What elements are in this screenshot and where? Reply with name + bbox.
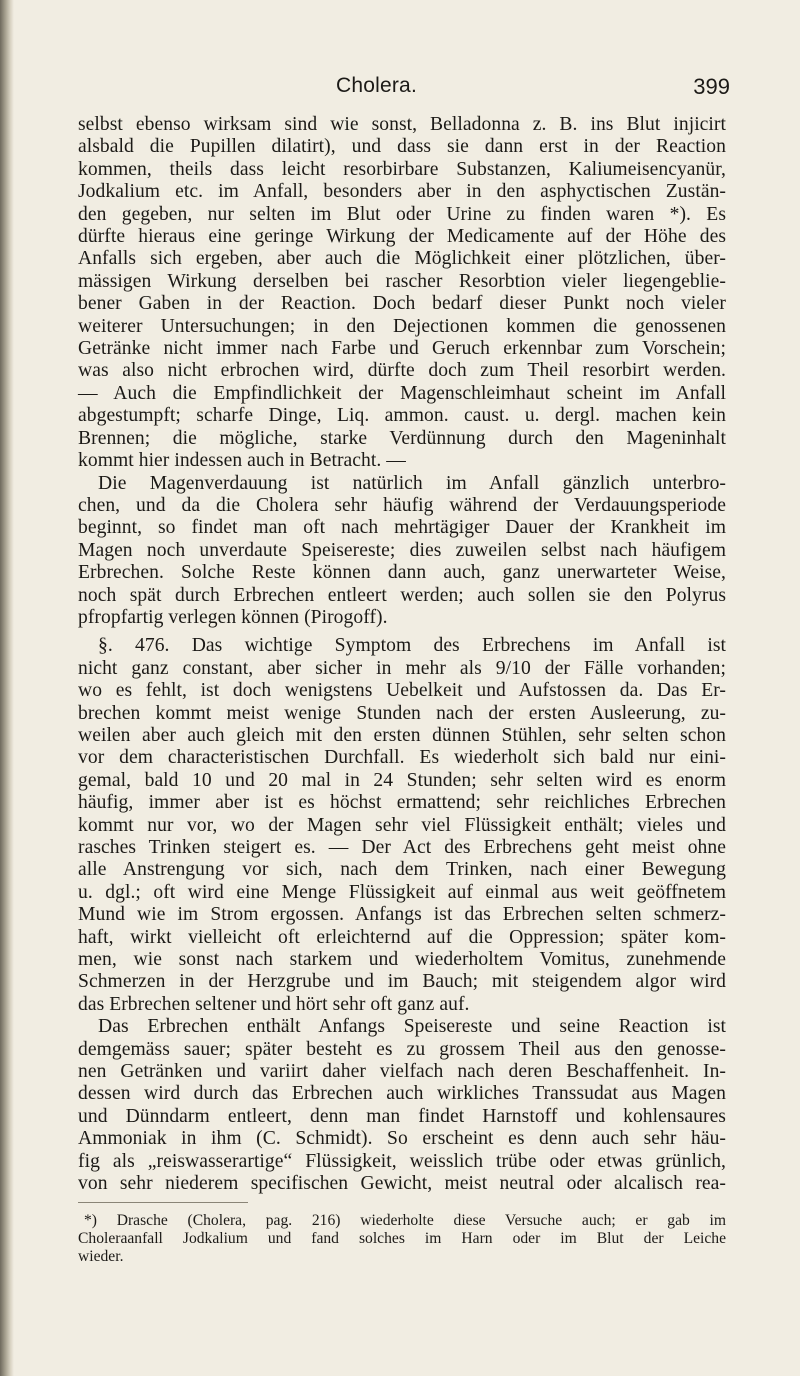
text-line: weilen aber auch gleich mit den ersten dünnen Stühlen, sehr selten schon [78, 724, 726, 746]
text-line: Jodkalium etc. im Anfall, besonders aber in den asphyctischen Zustän- [78, 181, 726, 203]
text-line: das Erbrechen seltener und hört sehr oft ganz auf. [78, 993, 470, 1015]
page-binding-shadow [0, 0, 14, 1376]
text-line: Mund wie im Strom ergossen. Anfangs ist das Erbrechen selten schmerz- [78, 904, 726, 926]
text-line: bener Gaben in der Reaction. Doch bedarf dieser Punkt noch vieler [78, 293, 726, 315]
text-line: und Dünndarm entleert, denn man findet Harnstoff und kohlensaures [78, 1105, 726, 1127]
text-line: — Auch die Empfindlichkeit der Magenschleimhaut scheint im Anfall [78, 382, 726, 404]
text-line: demgemäss sauer; später besteht es zu grossem Theil aus den genosse- [78, 1038, 726, 1060]
page-number: 399 [693, 74, 730, 99]
text-line: was also nicht erbrochen wird, dürfte doch zum Theil resorbirt werden. [78, 360, 726, 382]
text-line: kommen, theils dass leicht resorbirbare Substanzen, Kaliumeisencyanür, [78, 158, 726, 180]
text-line: haft, wirkt vielleicht oft erleichternd auf die Oppression; später kom- [78, 926, 726, 948]
text-line: noch spät durch Erbrechen entleert werden; auch sollen sie den Polyrus [78, 584, 726, 606]
text-line: alle Anstrengung vor sich, nach dem Trinken, nach einer Bewegung [78, 859, 726, 881]
text-line: rasches Trinken steigert es. — Der Act des Erbrechens geht meist ohne [78, 837, 726, 858]
text-line: Ammoniak in ihm (C. Schmidt). So erscheint es denn auch sehr häu- [78, 1128, 726, 1150]
footnote-line: Choleraanfall Jodkalium und fand solches im Harn oder im Blut der Leiche [78, 1230, 726, 1247]
text-line: nicht ganz constant, aber sicher in mehr als 9/10 der Fälle vorhanden; [78, 657, 726, 679]
footnote-line: *) Drasche (Cholera, pag. 216) wiederholte diese Versuche auch; er gab im [84, 1212, 726, 1229]
text-line: Erbrechen. Solche Reste können dann auch, ganz unerwarteter Weise, [78, 562, 726, 584]
text-line: weiterer Untersuchungen; in den Dejectionen kommen die genossenen [78, 315, 726, 337]
text-line: Brennen; die mögliche, starke Verdünnung durch den Mageninhalt [78, 427, 726, 449]
text-line: u. dgl.; oft wird eine Menge Flüssigkeit auf einmal aus weit geöffnetem [78, 881, 726, 903]
text-line: pfropfartig verlegen können (Pirogoff). [78, 606, 388, 628]
text-line: Magen noch unverdaute Speisereste; dies zuweilen selbst nach häufigem [78, 539, 726, 561]
text-line: fig als „reiswasserartige“ Flüssigkeit, weisslich trübe oder etwas grünlich, [78, 1150, 726, 1172]
text-line: selbst ebenso wirksam sind wie sonst, Belladonna z. B. ins Blut injicirt [78, 114, 726, 135]
running-title: Cholera. [336, 74, 417, 97]
body-text [78, 114, 726, 1196]
running-header [78, 74, 730, 104]
text-line: gemal, bald 10 und 20 mal in 24 Stunden; sehr selten wird es enorm [78, 769, 726, 791]
text-line: brechen kommt meist wenige Stunden nach der ersten Ausleerung, zu- [78, 702, 726, 724]
text-line: Schmerzen in der Herzgrube und im Bauch; mit steigendem algor wird [78, 971, 726, 993]
text-line: von sehr niederem specifischen Gewicht, meist neutral oder alcalisch rea- [78, 1173, 726, 1195]
text-line: chen, und da die Cholera sehr häufig während der Verdauungsperiode [78, 494, 726, 516]
text-line: dürfte hieraus eine geringe Wirkung der Medicamente auf der Höhe des [78, 226, 726, 248]
paragraph-start: Die Magenverdauung ist natürlich im Anfall gänzlich unterbro- [98, 472, 726, 494]
text-line: mässigen Wirkung derselben bei rascher Resorbtion vieler liegengeblie- [78, 270, 726, 292]
section-start: §. 476. Das wichtige Symptom des Erbrechens im Anfall ist [98, 635, 726, 657]
text-line: wo es fehlt, ist doch wenigstens Uebelkeit und Aufstossen da. Das Er- [78, 680, 726, 702]
text-line: dessen wird durch das Erbrechen auch wirkliches Transsudat aus Magen [78, 1083, 726, 1105]
text-line: alsbald die Pupillen dilatirt), und dass sie dann erst in der Reaction [78, 136, 726, 158]
text-line: kommt hier indessen auch in Betracht. — [78, 450, 406, 472]
text-line: abgestumpft; scharfe Dinge, Liq. ammon. caust. u. dergl. machen kein [78, 405, 726, 427]
footnote [78, 1212, 726, 1266]
text-line: vor dem characteristischen Durchfall. Es wiederholt sich bald nur eini- [78, 747, 726, 769]
text-line: beginnt, so findet man oft nach mehrtägiger Dauer der Krankheit im [78, 517, 726, 539]
text-line: den gegeben, nur selten im Blut oder Urine zu finden waren *). Es [78, 203, 726, 225]
paragraph-start: Das Erbrechen enthält Anfangs Speisereste und seine Reaction ist [98, 1016, 726, 1038]
text-line: Anfalls sich ergeben, aber auch die Möglichkeit einer plötzlichen, über- [78, 248, 726, 270]
text-line: Getränke nicht immer nach Farbe und Geruch erkennbar zum Vorschein; [78, 338, 726, 360]
text-line: häufig, immer aber ist es höchst ermattend; sehr reichliches Erbrechen [78, 792, 726, 814]
footnote-divider [78, 1202, 248, 1203]
text-line: nen Getränken und variirt daher vielfach nach deren Beschaffenheit. In- [78, 1061, 726, 1083]
text-line: kommt nur vor, wo der Magen sehr viel Flüssigkeit enthält; vieles und [78, 814, 726, 836]
text-line: men, wie sonst nach starkem und wiederholtem Vomitus, zunehmende [78, 949, 726, 971]
footnote-line: wieder. [78, 1248, 124, 1265]
